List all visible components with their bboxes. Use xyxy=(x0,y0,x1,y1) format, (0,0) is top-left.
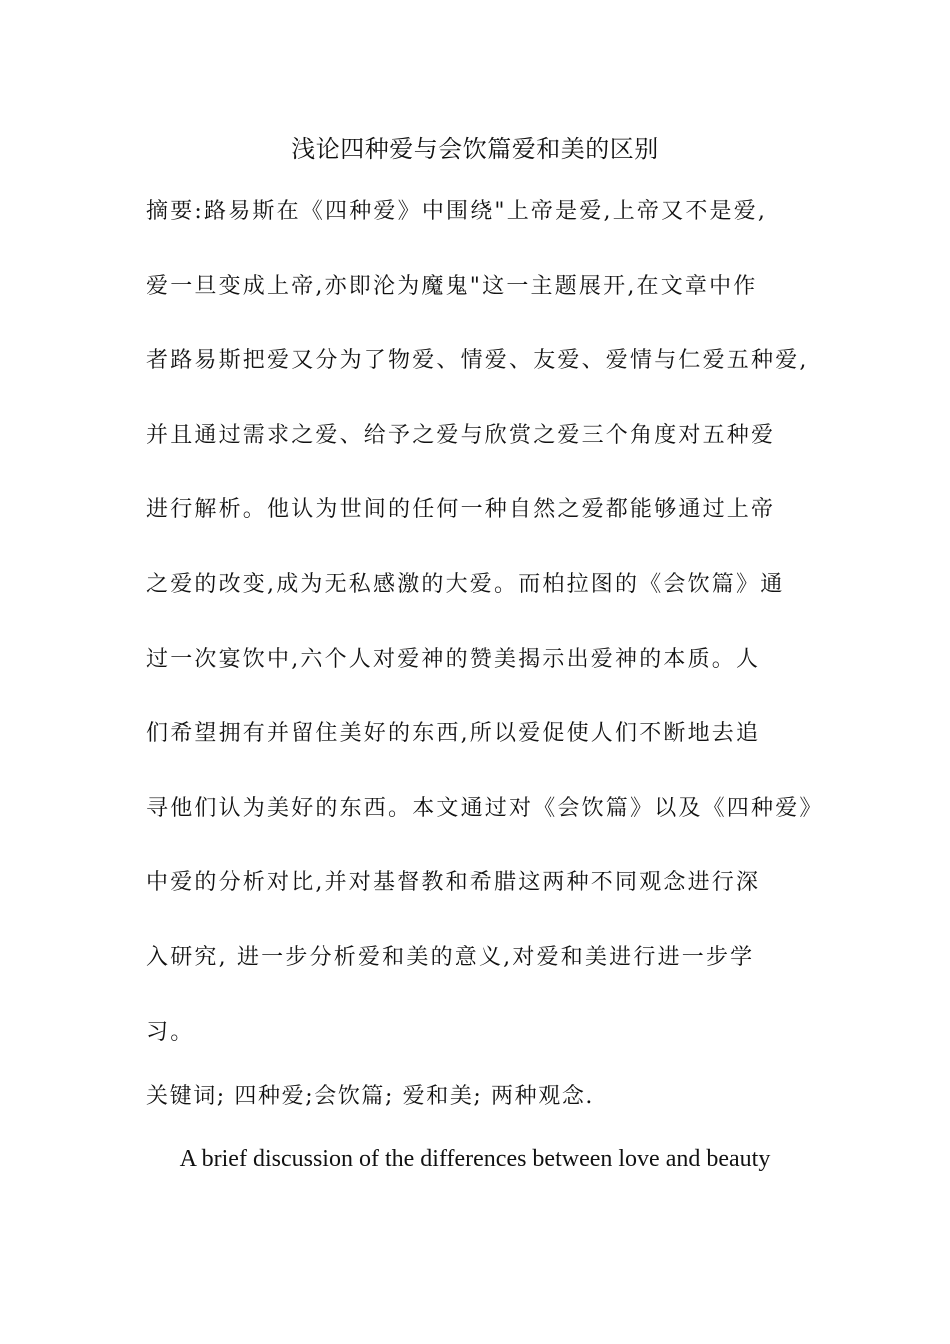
abstract-line: 摘要:路易斯在《四种爱》中围绕"上帝是爱,上帝又不是爱, xyxy=(146,199,768,224)
abstract-line: 过一次宴饮中,六个人对爱神的赞美揭示出爱神的本质。人 xyxy=(146,646,761,672)
abstract-line: 之爱的改变,成为无私感激的大爱。而柏拉图的《会饮篇》通 xyxy=(146,571,785,597)
abstract-line: 们希望拥有并留住美好的东西,所以爱促使人们不断地去追 xyxy=(146,721,761,747)
english-title: A brief discussion of the differences between love and beauty xyxy=(179,1146,771,1172)
abstract-line: 入研究, 进一步分析爱和美的意义,对爱和美进行进一步学 xyxy=(146,944,755,970)
abstract-line: 者路易斯把爱又分为了物爱、情爱、友爱、爱情与仁爱五种爱, xyxy=(146,348,809,374)
document-title: 浅论四种爱与会饮篇爱和美的区别 xyxy=(291,135,659,163)
abstract-block xyxy=(146,195,826,1090)
abstract-line: 寻他们认为美好的东西。本文通过对《会饮篇》以及《四种爱》 xyxy=(146,795,824,821)
abstract-line: 爱一旦变成上帝,亦即沦为魔鬼"这一主题展开,在文章中作 xyxy=(146,273,758,299)
abstract-line: 习。 xyxy=(146,1019,195,1045)
abstract-line: 进行解析。他认为世间的任何一种自然之爱都能够通过上帝 xyxy=(146,497,776,523)
keywords-line: 关键词; 四种爱;会饮篇; 爱和美; 两种观念. xyxy=(146,1084,595,1109)
abstract-line: 并且通过需求之爱、给予之爱与欣赏之爱三个角度对五种爱 xyxy=(146,422,776,448)
abstract-line: 中爱的分析对比,并对基督教和希腊这两种不同观念进行深 xyxy=(146,870,761,896)
